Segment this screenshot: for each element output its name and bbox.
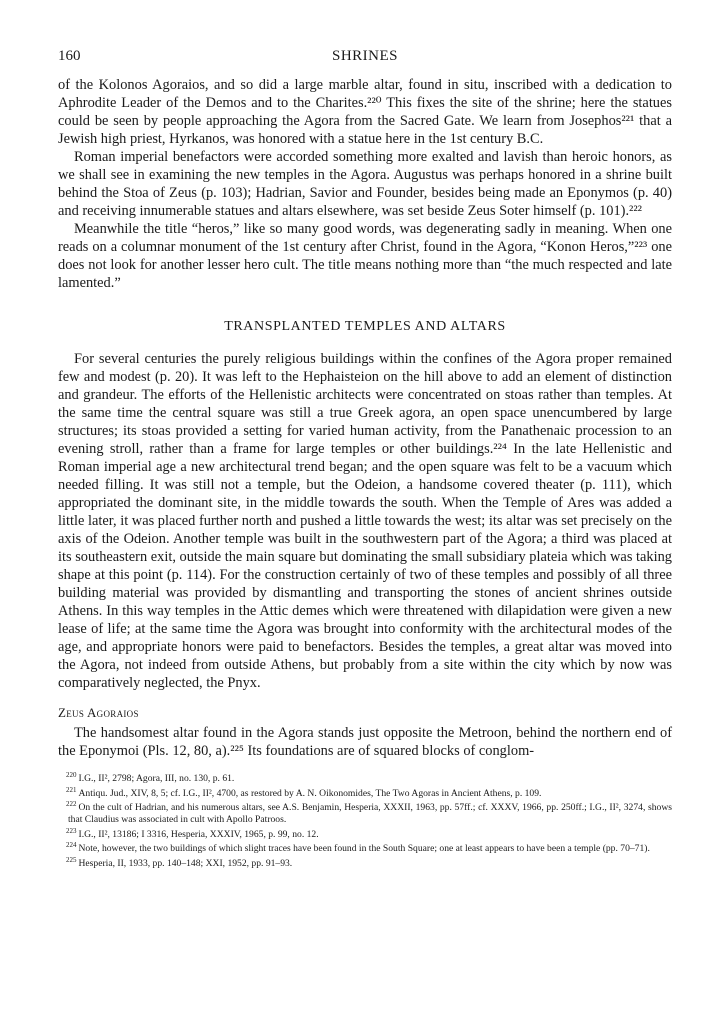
footnote-text: I.G., II², 13186; I 3316, Hesperia, XXXIV, 1965, p. 99, no. 12.: [78, 828, 319, 840]
body-text: [58, 76, 672, 760]
footnote-text: Antiqu. Jud., XIV, 8, 5; cf. I.G., II², 4700, as restored by A. N. Oikonomides, The Two Agoras in Ancient Athens, p. 109.: [78, 787, 542, 799]
footnote: [58, 826, 672, 841]
paragraph-1: of the Kolonos Agoraios, and so did a large marble altar, found in situ, inscribed with a dedication to Aphrodite Leader of the Demos and to the Charites.²²⁰ This fixes the site of the shrine; here the statues could be seen by people approaching the Agora from the Sacred Gate. We learn from Josephos²²¹ that a Jewish high priest, Hyrkanos, was honored with a statue here in the 1st century B.C.: [58, 77, 672, 147]
footnote-number: 220: [66, 771, 77, 779]
running-head: SHRINES: [331, 48, 398, 64]
subheading-zeus-agoraios: Zeus Agoraios: [58, 705, 139, 720]
footnote-number: 225: [66, 855, 77, 864]
footnote-text: Hesperia, II, 1933, pp. 140–148; XXI, 1952, pp. 91–93.: [78, 858, 293, 870]
page-header: [58, 48, 672, 70]
paragraph-2: Roman imperial benefactors were accorded something more exalted and lavish than heroic honors, as we shall see in examining the new temples in the Agora. Augustus was perhaps honored in a shrine built behind the Stoa of Zeus (p. 103); Hadrian, Savior and Founder, besides being made an Eponymos (p. 40) and receiving innumerable statues and altars elsewhere, was set beside Zeus Soter himself (p. 101).²²²: [58, 149, 672, 219]
footnote: [58, 840, 672, 855]
paragraph-3: Meanwhile the title “heros,” like so many good words, was degenerating sadly in meaning. When one reads on a columnar monument of the 1st century after Christ, found in the Agora, “Konon Heros,”²²³ one does not look for another lesser hero cult. The title means nothing more than “the much respected and late lamented.”: [58, 221, 672, 291]
footnote-number: 221: [66, 785, 77, 794]
footnote: [58, 785, 672, 800]
footnote-text: I.G., II², 2798; Agora, III, no. 130, p. 61.: [78, 773, 235, 785]
paragraph-section: For several centuries the purely religious buildings within the confines of the Agora proper remained few and modest (p. 20). It was left to the Hephaisteion on the hill above to add an element of distinction and grandeur. The efforts of the Hellenistic architects were concentrated on stoas rather than temples. At the same time the central square was still a true Greek agora, an open space unencumbered by large structures; its stoas provided a setting for varied human activity, from the Panathenaic procession to an evening stroll, rather than a frame for large temples or other buildings.²²⁴ In the late Hellenistic and Roman imperial age a new architectural trend began; and the open square was felt to be a vacuum which needed filling. It was still not a temple, but the Odeion, a handsome covered theater (p. 111), which appropriated the dominant site, in the middle towards the south. When the Temple of Ares was added a little later, it was placed further north and pushed a little towards the west; its altar was set precisely on the axis of the Odeion. Another temple was built in the southwestern part of the Agora; a third was placed at its southeastern exit, outside the main square but dominating the small subsidiary plateia which was taking shape at this point (p. 114). For the construction certainly of two of these temples and possibly of all three building material was provided by dismantling and transporting the stones of ancient shrines outside Athens. In this way temples in the Attic demes which were threatened with dilapidation were given a new lease of life; at the same time the Agora was brought into conformity with the architectural modes of the age, and appropriate honors were paid to benefactors. Besides the temples, a great altar was moved into the Agora, not indeed from outside Athens, but probably from a site within the city which by now was comparatively neglected, the Pnyx.: [58, 351, 672, 691]
footnote-number: 223: [66, 826, 77, 835]
page-number: 160: [58, 48, 81, 64]
footnote-number: 222: [66, 800, 77, 809]
footnote-text: Note, however, the two buildings of which slight traces have been found in the South Square; one at least appears to have been a temple (pp. 70–71).: [78, 843, 650, 855]
footnote-number: 224: [66, 841, 77, 850]
paragraph-final: The handsomest altar found in the Agora stands just opposite the Metroon, behind the northern end of the Eponymoi (Pls. 12, 80, a).²²⁵ Its foundations are of squared blocks of conglom-: [58, 725, 672, 759]
page: [58, 48, 672, 870]
footnote: [58, 799, 672, 825]
footnotes: [58, 770, 672, 870]
footnote: [58, 855, 672, 870]
footnote: [58, 770, 672, 785]
section-heading: TRANSPLANTED TEMPLES AND ALTARS: [224, 319, 506, 334]
footnote-text: On the cult of Hadrian, and his numerous altars, see A.S. Benjamin, Hesperia, XXXII, 1963, pp. 57ff.; cf. XXXV, 1966, pp. 250ff.; I.G., II², 3274, shows that Claudius was associated in cult with Apollo Patroos.: [68, 802, 672, 826]
